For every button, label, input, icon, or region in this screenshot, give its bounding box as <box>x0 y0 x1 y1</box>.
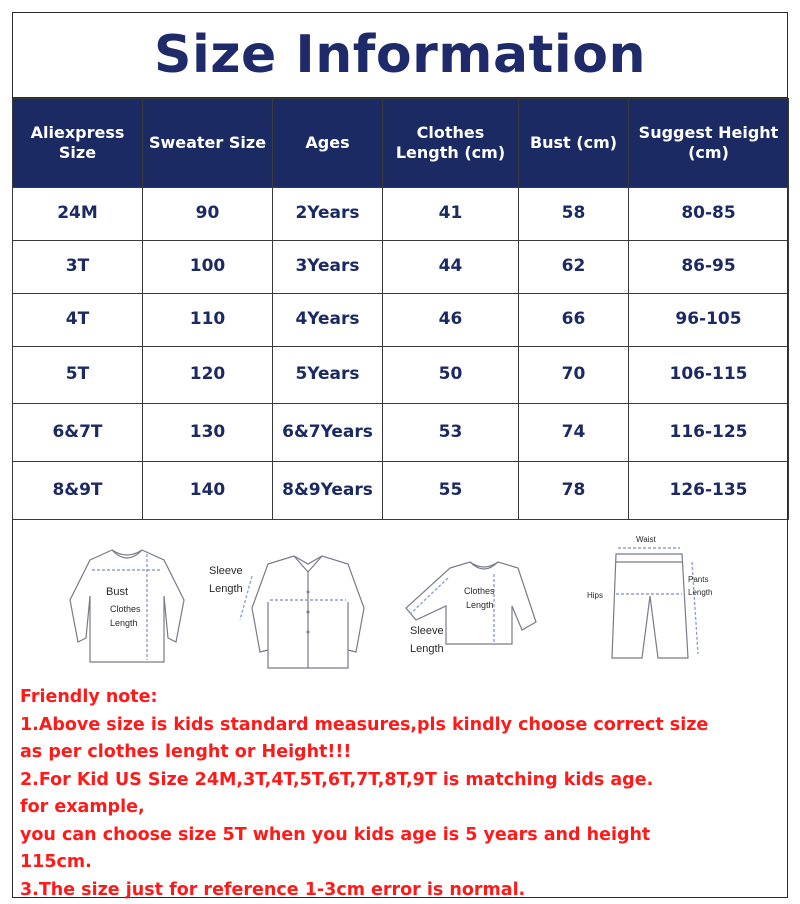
cell-ages: 5Years <box>273 347 383 404</box>
cell-clothes-length: 53 <box>383 404 519 462</box>
cell-suggest-height: 126-135 <box>629 462 789 520</box>
cell-clothes-length: 50 <box>383 347 519 404</box>
cell-sweater-size: 110 <box>143 294 273 347</box>
cell-aliexpress-size: 4T <box>13 294 143 347</box>
size-table <box>12 98 789 520</box>
header-bust: Bust (cm) <box>519 99 629 188</box>
cell-aliexpress-size: 8&9T <box>13 462 143 520</box>
sleeve-length-label: Length <box>209 583 243 595</box>
cell-sweater-size: 90 <box>143 188 273 241</box>
header-ages: Ages <box>273 99 383 188</box>
cell-aliexpress-size: 3T <box>13 241 143 294</box>
note-line: 2.For Kid US Size 24M,3T,4T,5T,6T,7T,8T,9T is matching kids age. <box>20 767 780 795</box>
note-line: 1.Above size is kids standard measures,pls kindly choose correct size <box>20 712 780 740</box>
note-heading: Friendly note: <box>20 684 780 712</box>
cell-aliexpress-size: 5T <box>13 347 143 404</box>
cell-ages: 6&7Years <box>273 404 383 462</box>
table-row <box>13 188 789 241</box>
cell-clothes-length: 44 <box>383 241 519 294</box>
cell-bust: 58 <box>519 188 629 241</box>
note-line: 115cm. <box>20 849 780 877</box>
cell-suggest-height: 116-125 <box>629 404 789 462</box>
cell-suggest-height: 96-105 <box>629 294 789 347</box>
raglan-sweater-diagram <box>406 562 536 655</box>
table-row <box>13 294 789 347</box>
cell-bust: 62 <box>519 241 629 294</box>
cell-ages: 4Years <box>273 294 383 347</box>
cell-clothes-length: 41 <box>383 188 519 241</box>
cell-suggest-height: 86-95 <box>629 241 789 294</box>
pants-length-label: Length <box>688 588 712 597</box>
clothes-label: Clothes <box>110 604 141 614</box>
cell-bust: 74 <box>519 404 629 462</box>
header-sweater-size: Sweater Size <box>143 99 273 188</box>
note-line: 3.The size just for reference 1-3cm error is normal. <box>20 877 780 904</box>
measurement-illustrations <box>12 522 788 682</box>
cell-bust: 78 <box>519 462 629 520</box>
cell-sweater-size: 130 <box>143 404 273 462</box>
bust-label: Bust <box>106 586 128 598</box>
hips-label: Hips <box>587 591 603 600</box>
cell-ages: 2Years <box>273 188 383 241</box>
table-row <box>13 347 789 404</box>
header-clothes-length: Clothes Length (cm) <box>383 99 519 188</box>
sleeve-label: Sleeve <box>209 565 243 577</box>
cell-aliexpress-size: 6&7T <box>13 404 143 462</box>
cell-aliexpress-size: 24M <box>13 188 143 241</box>
note-line: for example, <box>20 794 780 822</box>
note-line: you can choose size 5T when you kids age is 5 years and height <box>20 822 780 850</box>
note-line: as per clothes lenght or Height!!! <box>20 739 780 767</box>
pants-label: Pants <box>688 575 708 584</box>
length-label: Length <box>110 618 138 628</box>
sleeve-length-label: Length <box>410 643 444 655</box>
pants-diagram <box>587 535 712 658</box>
clothes-label: Clothes <box>464 586 495 596</box>
waist-label: Waist <box>636 535 656 544</box>
cell-suggest-height: 106-115 <box>629 347 789 404</box>
friendly-note <box>20 684 780 904</box>
cell-ages: 3Years <box>273 241 383 294</box>
shirt-diagram <box>209 556 364 668</box>
page-title: Size Information <box>12 12 788 98</box>
cell-bust: 66 <box>519 294 629 347</box>
cell-ages: 8&9Years <box>273 462 383 520</box>
header-aliexpress-size: Aliexpress Size <box>13 99 143 188</box>
cell-suggest-height: 80-85 <box>629 188 789 241</box>
table-row <box>13 241 789 294</box>
cell-clothes-length: 46 <box>383 294 519 347</box>
header-suggest-height: Suggest Height (cm) <box>629 99 789 188</box>
sweater-front-diagram <box>70 550 184 662</box>
table-row <box>13 462 789 520</box>
sleeve-label: Sleeve <box>410 625 444 637</box>
cell-bust: 70 <box>519 347 629 404</box>
length-label: Length <box>466 600 494 610</box>
table-header-row <box>13 99 789 188</box>
cell-sweater-size: 120 <box>143 347 273 404</box>
cell-sweater-size: 100 <box>143 241 273 294</box>
cell-sweater-size: 140 <box>143 462 273 520</box>
cell-clothes-length: 55 <box>383 462 519 520</box>
table-row <box>13 404 789 462</box>
